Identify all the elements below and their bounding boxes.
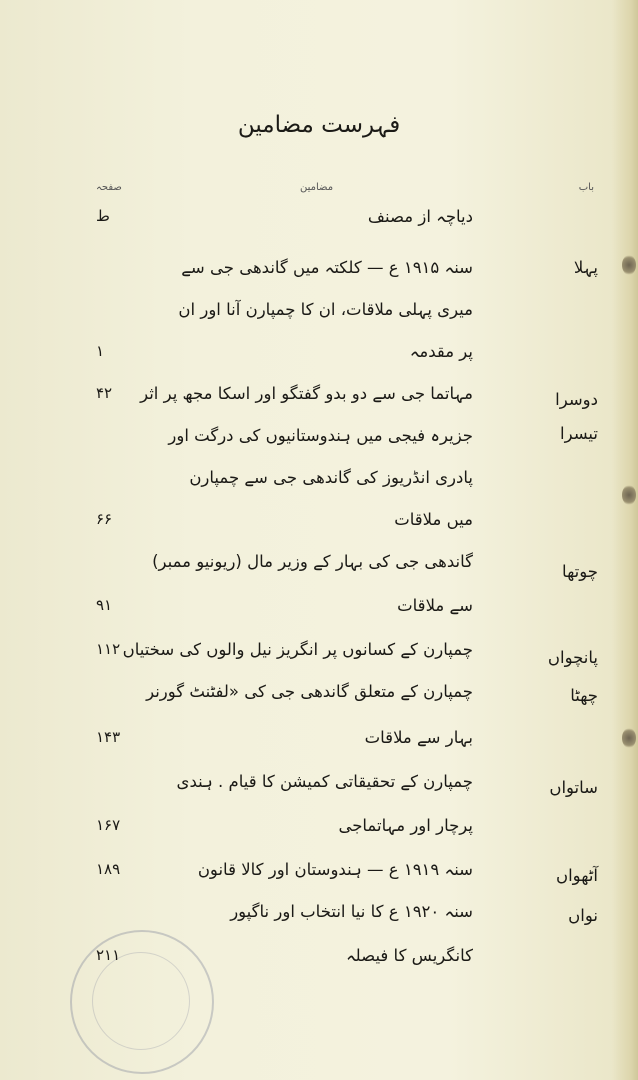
chapter-page: ۴۲ <box>96 384 113 402</box>
chapter-name: آٹھواں <box>555 866 598 885</box>
chapter-line: گاندھی جی کی بہار کے وزیر مال (ریونیو ممبر) <box>152 552 473 571</box>
chapter-name: دوسرا <box>555 390 598 409</box>
preface-page: ط <box>96 207 110 225</box>
page-edge <box>612 0 638 1080</box>
header-contents: مضامین <box>300 182 334 193</box>
chapter-line: پر مقدمہ <box>409 342 473 361</box>
chapter-name: نواں <box>568 906 598 925</box>
page-title: فہرست مضامین <box>237 112 401 138</box>
chapter-name: تیسرا <box>560 424 598 443</box>
chapter-line: سنہ ۱۹۲۰ ع کا نیا انتخاب اور ناگپور <box>230 902 473 921</box>
chapter-page: ۱۴۳ <box>96 728 121 746</box>
chapter-line: مہاتما جی سے دو بدو گفتگو اور اسکا مجھ پر اثر <box>140 384 473 403</box>
chapter-line: چمپارن کے تحقیقاتی کمیشن کا قیام . ہندی <box>176 772 473 791</box>
chapter-name: چھٹا <box>570 686 598 705</box>
chapter-line: سے ملاقات <box>397 596 473 615</box>
chapter-name: پہلا <box>573 258 598 277</box>
chapter-name: پانچواں <box>547 648 598 667</box>
chapter-line: چمپارن کے کسانوں پر انگریز نیل والوں کی سختیاں <box>122 640 473 659</box>
preface-text: دیاچہ از مصنف <box>367 207 473 226</box>
binding-hole <box>622 728 636 748</box>
chapter-page: ۱۶۷ <box>96 816 121 834</box>
chapter-line: بہار سے ملاقات <box>364 728 473 747</box>
library-stamp-inner <box>92 952 190 1050</box>
chapter-line: سنہ ۱۹۱۹ ع — ہندوستان اور کالا قانون <box>197 860 473 879</box>
binding-hole <box>622 255 636 275</box>
chapter-line: سنہ ۱۹۱۵ ع — کلکتہ میں گاندھی جی سے <box>181 258 473 277</box>
chapter-line: پادری انڈریوز کی گاندھی جی سے چمپارن <box>189 468 473 487</box>
chapter-line: چمپارن کے متعلق گاندھی جی کی «لفٹنٹ گورنر <box>146 682 473 701</box>
header-chapter: باب <box>578 182 594 193</box>
chapter-line: کانگریس کا فیصلہ <box>346 946 473 965</box>
chapter-page: ۱ <box>96 342 105 360</box>
binding-hole <box>622 485 636 505</box>
chapter-line: جزیرہ فیجی میں ہندوستانیوں کی درگت اور <box>168 426 473 445</box>
chapter-page: ۶۶ <box>96 510 113 528</box>
chapter-line: میری پہلی ملاقات، ان کا چمپارن آنا اور ان <box>178 300 473 319</box>
chapter-name: چوتھا <box>562 562 598 581</box>
header-page: صفحہ <box>96 182 122 193</box>
chapter-page: ۲۱۱ <box>96 946 121 964</box>
chapter-page: ۱۸۹ <box>96 860 121 878</box>
chapter-line: پرچار اور مہاتماجی <box>338 816 473 835</box>
chapter-page: ۱۱۲ <box>96 640 121 658</box>
chapter-page: ۹۱ <box>96 596 113 614</box>
chapter-line: میں ملاقات <box>394 510 473 529</box>
chapter-name: ساتواں <box>549 778 598 797</box>
